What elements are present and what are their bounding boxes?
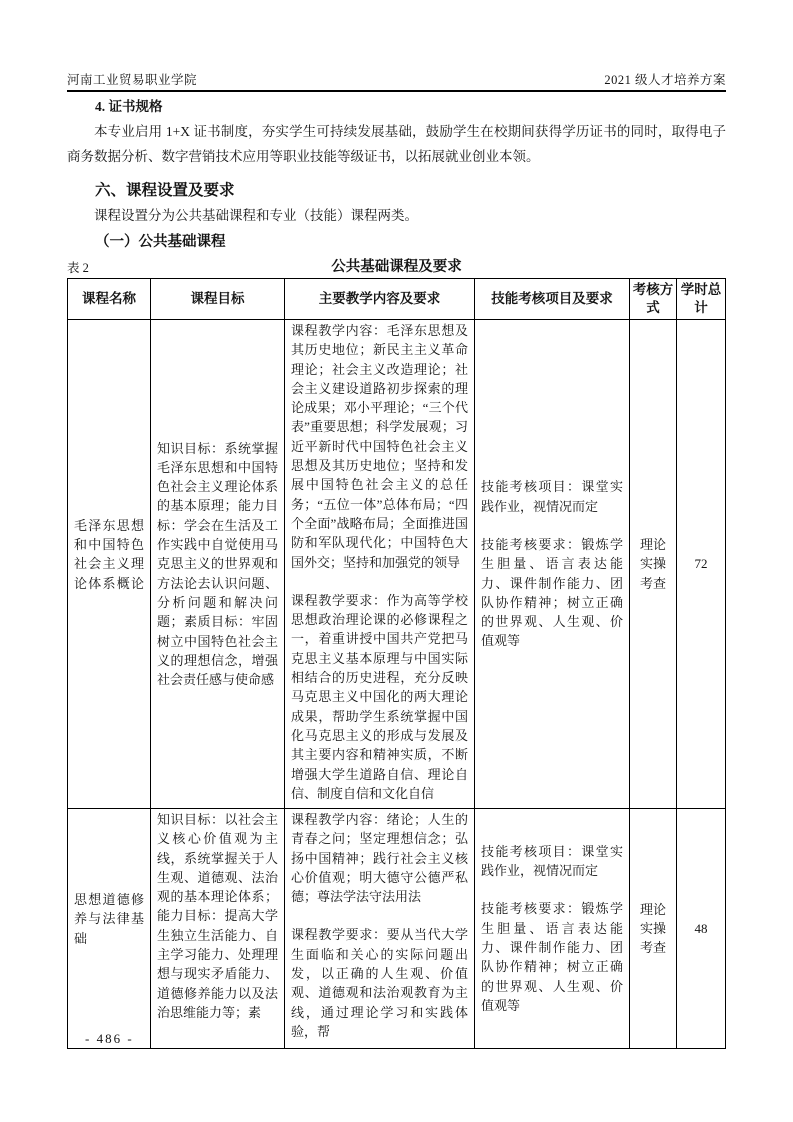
assessment-requirements-text: 技能考核要求：锻炼学生胆量、语言表达能力、课件制作能力、团队协作精神；树立正确的世界观、人生观、价值观等 bbox=[481, 536, 623, 649]
course-objectives-text: 知识目标：以社会主义核心价值观为主线，系统掌握关于人生观、道德观、法治观的基本理论体系；能力目标：提高大学生独立生活能力、自主学习能力、处理理想与现实矛盾能力、道德修养能力以及法治思维能力等；素 bbox=[157, 812, 278, 1020]
total-hours-cell: 48 bbox=[677, 809, 726, 1049]
course-objectives-cell bbox=[151, 809, 285, 1049]
teaching-requirements-text: 课程教学要求：作为高等学校思想政治理论课的必修课程之一，着重讲授中国共产党把马克思主义基本原理与中国实际相结合的历史进程，充分反映马克思主义中国化的两大理论成果，帮助学生系统掌握中国化马克思主义的形成与发展及其主要内容和精神实质，不断增强大学生道路自信、理论自信、制度自信和文化自信 bbox=[291, 592, 468, 801]
assessment-method-cell: 理论实操考查 bbox=[630, 320, 677, 809]
section-six-heading: 六、课程设置及要求 bbox=[95, 182, 235, 199]
col-header-assessment-method: 考核方式 bbox=[630, 279, 677, 320]
course-name-cell bbox=[68, 809, 151, 1049]
course-name-cell bbox=[68, 320, 151, 809]
subsection-one-heading: （一）公共基础课程 bbox=[95, 234, 226, 250]
cert-spec-heading: 4. 证书规格 bbox=[95, 99, 163, 114]
assessment-requirements-text: 技能考核要求：锻炼学生胆量、语言表达能力、课件制作能力、团队协作精神；树立正确的世界观、人生观、价值观等 bbox=[481, 901, 623, 1013]
table-row-maozedong-thought bbox=[68, 320, 726, 809]
teaching-content-text: 课程教学内容：绪论；人生的青春之问；坚定理想信念；弘扬中国精神；践行社会主义核心价值观；明大德守公德严私德；尊法学法守法用法 bbox=[291, 812, 468, 905]
teaching-content-text: 课程教学内容：毛泽东思想及其历史地位；新民主主义革命理论；社会主义改造理论；社会主义建设道路初步探索的理论成果；邓小平理论；“三个代表”重要思想；科学发展观；习近平新时代中国特色社会主义思想及其历史地位；坚持和发展中国特色社会主义的总任务；“五位一体”总体布局；“四个全面”战略布局；全面推进国防和军队现代化；中国特色大国外交；坚持和加强党的领导 bbox=[291, 323, 468, 570]
col-header-course-name: 课程名称 bbox=[68, 279, 151, 320]
page-header bbox=[67, 70, 726, 88]
header-school-name: 河南工业贸易职业学院 bbox=[67, 73, 198, 87]
skill-assessment-cell bbox=[475, 809, 630, 1049]
table-label: 表 2 bbox=[67, 261, 89, 275]
col-header-total-hours: 学时总计 bbox=[677, 279, 726, 320]
skill-assessment-cell bbox=[475, 320, 630, 809]
table-header-row bbox=[68, 279, 726, 320]
course-name-text: 毛泽东思想和中国特色社会主义理论体系概论 bbox=[74, 517, 144, 591]
course-objectives-cell: 知识目标：系统掌握毛泽东思想和中国特色社会主义理论体系的基本原理；能力目标：学会在生活及工作实践中自觉使用马克思主义的世界观和方法论去认识问题、分析问题和解决问题；素质目标：牢固树立中国特色社会主义的理想信念，增强社会责任感与使命感 bbox=[151, 320, 285, 809]
header-divider bbox=[67, 90, 726, 92]
teaching-requirements-text: 课程教学要求：要从当代大学生面临和关心的实际问题出发，以正确的人生观、价值观、道德观和法治观教育为主线，通过理论学习和实践体验，帮 bbox=[291, 927, 468, 1039]
col-header-teaching-content: 主要教学内容及要求 bbox=[285, 279, 475, 320]
teaching-content-cell bbox=[285, 809, 475, 1049]
teaching-content-cell bbox=[285, 320, 475, 809]
table-row-moral-law-basics bbox=[68, 809, 726, 1049]
table-caption bbox=[67, 256, 726, 276]
assessment-method-cell: 理论实操考查 bbox=[630, 809, 677, 1049]
section-six-intro: 课程设置分为公共基础课程和专业（技能）课程两类。 bbox=[94, 208, 418, 223]
cert-paragraph: 本专业启用 1+X 证书制度，夯实学生可持续发展基础，鼓励学生在校期间获得学历证书的同时，取得电子商务数据分析、数字营销技术应用等职业技能等级证书，以拓展就业创业本领。 bbox=[67, 124, 726, 164]
total-hours-cell: 72 bbox=[677, 320, 726, 809]
col-header-course-objectives: 课程目标 bbox=[151, 279, 285, 320]
table-title: 公共基础课程及要求 bbox=[331, 259, 462, 275]
assessment-items-text: 技能考核项目：课堂实践作业，视情况而定 bbox=[481, 843, 623, 879]
assessment-items-text: 技能考核项目：课堂实践作业，视情况而定 bbox=[481, 479, 623, 514]
col-header-skill-assessment: 技能考核项目及要求 bbox=[475, 279, 630, 320]
page-number: - 486 - bbox=[85, 1031, 134, 1046]
public-basic-courses-table bbox=[67, 278, 726, 1049]
header-plan-title: 2021 级人才培养方案 bbox=[604, 73, 726, 87]
course-name-text: 思想道德修养与法律基础 bbox=[74, 891, 144, 946]
document-body bbox=[67, 96, 726, 1049]
